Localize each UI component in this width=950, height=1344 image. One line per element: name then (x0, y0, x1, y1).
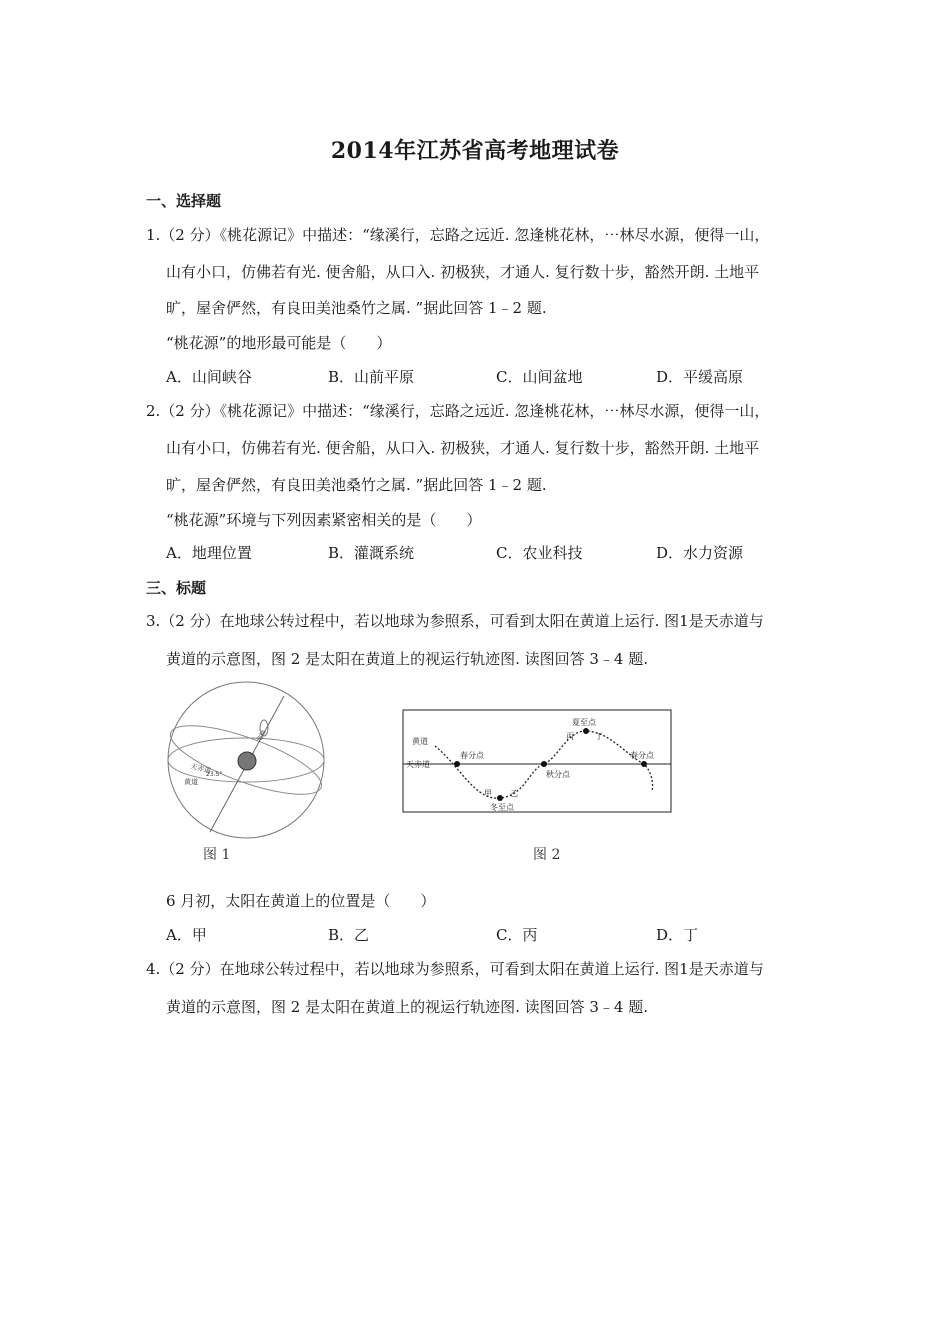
q1-line-2: 山有小口，仿佛若有光. 便舍船，从口入. 初极狭，才通人. 复行数十步，豁然开朗. 土地平 (166, 263, 760, 281)
fig2-label-ding: 丁 (595, 732, 603, 741)
q3-line-2: 黄道的示意图，图 2 是太阳在黄道上的视运行轨迹图. 读图回答 3﹣4 题. (166, 650, 649, 668)
page-title: 2014年江苏省高考地理试卷 (330, 138, 620, 164)
q3-option-d[interactable]: D．丁 (656, 926, 699, 944)
q2-line-2: 山有小口，仿佛若有光. 便舍船，从口入. 初极狭，才通人. 复行数十步，豁然开朗. 土地平 (166, 439, 760, 457)
figure-1-caption: 图 1 (203, 847, 231, 863)
q4-line-1: 4.（2 分）在地球公转过程中，若以地球为参照系，可看到太阳在黄道上运行. 图1是天赤道与 (146, 960, 764, 978)
q1-option-b[interactable]: B．山前平原 (328, 368, 415, 386)
q1-line-3: 旷，屋舍俨然，有良田美池桑竹之属. ”据此回答 1﹣2 题. (166, 299, 547, 317)
q2-option-a[interactable]: A．地理位置 (166, 544, 252, 562)
fig2-label-jia: 甲 (484, 789, 492, 798)
figure-1-celestial-sphere (160, 676, 340, 848)
autumnal-equinox-point (541, 761, 547, 767)
fig2-label-winter-solstice: 冬至点 (490, 803, 514, 812)
q1-line-1: 1.（2 分）《桃花源记》中描述：“缘溪行，忘路之远近. 忽逢桃花林，⋯林尽水源，便得一山， (146, 226, 770, 244)
section-heading-title: 三、标题 (146, 579, 207, 597)
q2-option-d[interactable]: D．水力资源 (656, 544, 744, 562)
section-heading-choice: 一、选择题 (146, 192, 222, 210)
fig2-label-vernal-equinox-2: 春分点 (630, 751, 654, 760)
q1-stem: “桃花源”的地形最可能是（ ） (166, 334, 392, 352)
q2-line-3: 旷，屋舍俨然，有良田美池桑竹之属. ”据此回答 1﹣2 题. (166, 476, 547, 494)
fig1-label-ecliptic: 黄道 (184, 778, 198, 786)
fig2-label-ecliptic: 黄道 (412, 737, 428, 746)
q3-option-a[interactable]: A．甲 (166, 926, 207, 944)
fig1-label-angle: 23.5° (206, 771, 223, 778)
fig2-label-vernal-equinox-1: 春分点 (460, 751, 484, 760)
q2-stem: “桃花源”环境与下列因素紧密相关的是（ ） (166, 511, 482, 529)
fig2-label-yi: 乙 (510, 789, 518, 798)
fig2-label-celestial-equator: 天赤道 (406, 760, 430, 769)
fig1-label-axis: 地轴 (255, 729, 268, 743)
winter-solstice-point (497, 795, 503, 801)
q2-option-c[interactable]: C．农业科技 (496, 544, 583, 562)
fig2-label-summer-solstice: 夏至点 (572, 718, 596, 727)
q4-line-2: 黄道的示意图，图 2 是太阳在黄道上的视运行轨迹图. 读图回答 3﹣4 题. (166, 998, 649, 1016)
q1-option-c[interactable]: C．山间盆地 (496, 368, 583, 386)
q1-option-d[interactable]: D．平缓高原 (656, 368, 744, 386)
q1-option-a[interactable]: A．山间峡谷 (166, 368, 252, 386)
fig1-label-celestial-equator: 天赤道 (189, 762, 212, 776)
figure-2-frame (403, 710, 671, 812)
earth-globe (238, 752, 256, 770)
q3-option-b[interactable]: B．乙 (328, 926, 370, 944)
figure-2-sun-path-diagram (400, 706, 674, 816)
q3-stem: 6 月初，太阳在黄道上的位置是（ ） (166, 892, 436, 910)
q3-line-1: 3.（2 分）在地球公转过程中，若以地球为参照系，可看到太阳在黄道上运行. 图1是天赤道与 (146, 612, 764, 630)
figure-2-caption: 图 2 (533, 847, 561, 863)
summer-solstice-point (583, 728, 589, 734)
q2-line-1: 2.（2 分）《桃花源记》中描述：“缘溪行，忘路之远近. 忽逢桃花林，⋯林尽水源，便得一山， (146, 402, 770, 420)
fig2-label-autumnal-equinox: 秋分点 (546, 770, 570, 779)
q3-option-c[interactable]: C．丙 (496, 926, 538, 944)
vernal-equinox-point-2 (641, 761, 647, 767)
q2-option-b[interactable]: B．灌溉系统 (328, 544, 415, 562)
vernal-equinox-point-1 (454, 761, 460, 767)
fig2-label-bing: 丙 (566, 732, 574, 741)
